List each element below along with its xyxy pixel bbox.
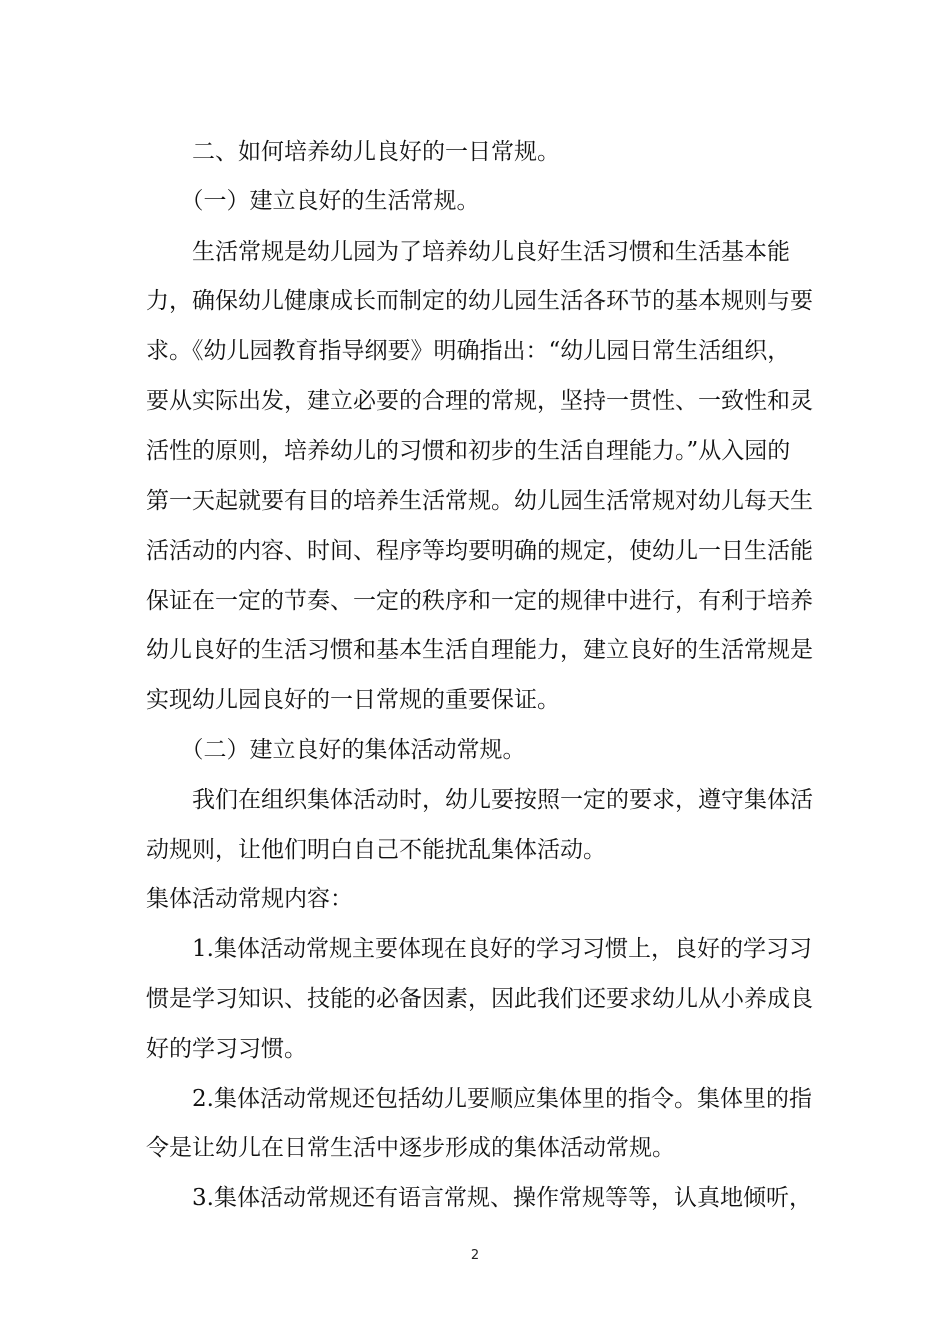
paragraph-line: 我们在组织集体活动时，幼儿要按照一定的要求，遵守集体活 (146, 787, 813, 813)
paragraph-line: 生活常规是幼儿园为了培养幼儿良好生活习惯和生活基本能 (146, 239, 790, 265)
list-heading: 集体活动常规内容： (146, 886, 353, 912)
paragraph-line: 求。《幼儿园教育指导纲要》明确指出：“幼儿园日常生活组织， (146, 338, 791, 364)
list-item-line: 3.集体活动常规还有语言常规、操作常规等等，认真地倾听， (146, 1185, 812, 1211)
paragraph-line: 动规则，让他们明白自己不能扰乱集体活动。 (146, 837, 606, 863)
paragraph-line: 活活动的内容、时间、程序等均要明确的规定，使幼儿一日生活能 (146, 538, 813, 564)
paragraph-line: 力，确保幼儿健康成长而制定的幼儿园生活各环节的基本规则与要 (146, 288, 813, 314)
section-heading: 二、如何培养幼儿良好的一日常规。 (146, 139, 560, 165)
subsection-heading: （二）建立良好的集体活动常规。 (146, 737, 526, 763)
list-item-line: 令是让幼儿在日常生活中逐步形成的集体活动常规。 (146, 1135, 675, 1161)
paragraph-line: 第一天起就要有目的培养生活常规。幼儿园生活常规对幼儿每天生 (146, 488, 813, 514)
list-item-line: 1.集体活动常规主要体现在良好的学习习惯上，良好的学习习 (146, 936, 812, 962)
paragraph-line: 要从实际出发，建立必要的合理的常规，坚持一贯性、一致性和灵 (146, 388, 813, 414)
page-number: 2 (470, 1248, 480, 1263)
list-item-line: 2.集体活动常规还包括幼儿要顺应集体里的指令。集体里的指 (146, 1086, 812, 1112)
list-item-line: 惯是学习知识、技能的必备因素，因此我们还要求幼儿从小养成良 (146, 986, 813, 1012)
subsection-heading: （一）建立良好的生活常规。 (146, 188, 480, 214)
paragraph-line: 幼儿良好的生活习惯和基本生活自理能力，建立良好的生活常规是 (146, 637, 813, 663)
list-item-line: 好的学习习惯。 (146, 1036, 307, 1062)
paragraph-line: 保证在一定的节奏、一定的秩序和一定的规律中进行，有利于培养 (146, 588, 813, 614)
paragraph-line: 活性的原则，培养幼儿的习惯和初步的生活自理能力。”从入园的 (146, 438, 791, 464)
paragraph-line: 实现幼儿园良好的一日常规的重要保证。 (146, 687, 560, 713)
